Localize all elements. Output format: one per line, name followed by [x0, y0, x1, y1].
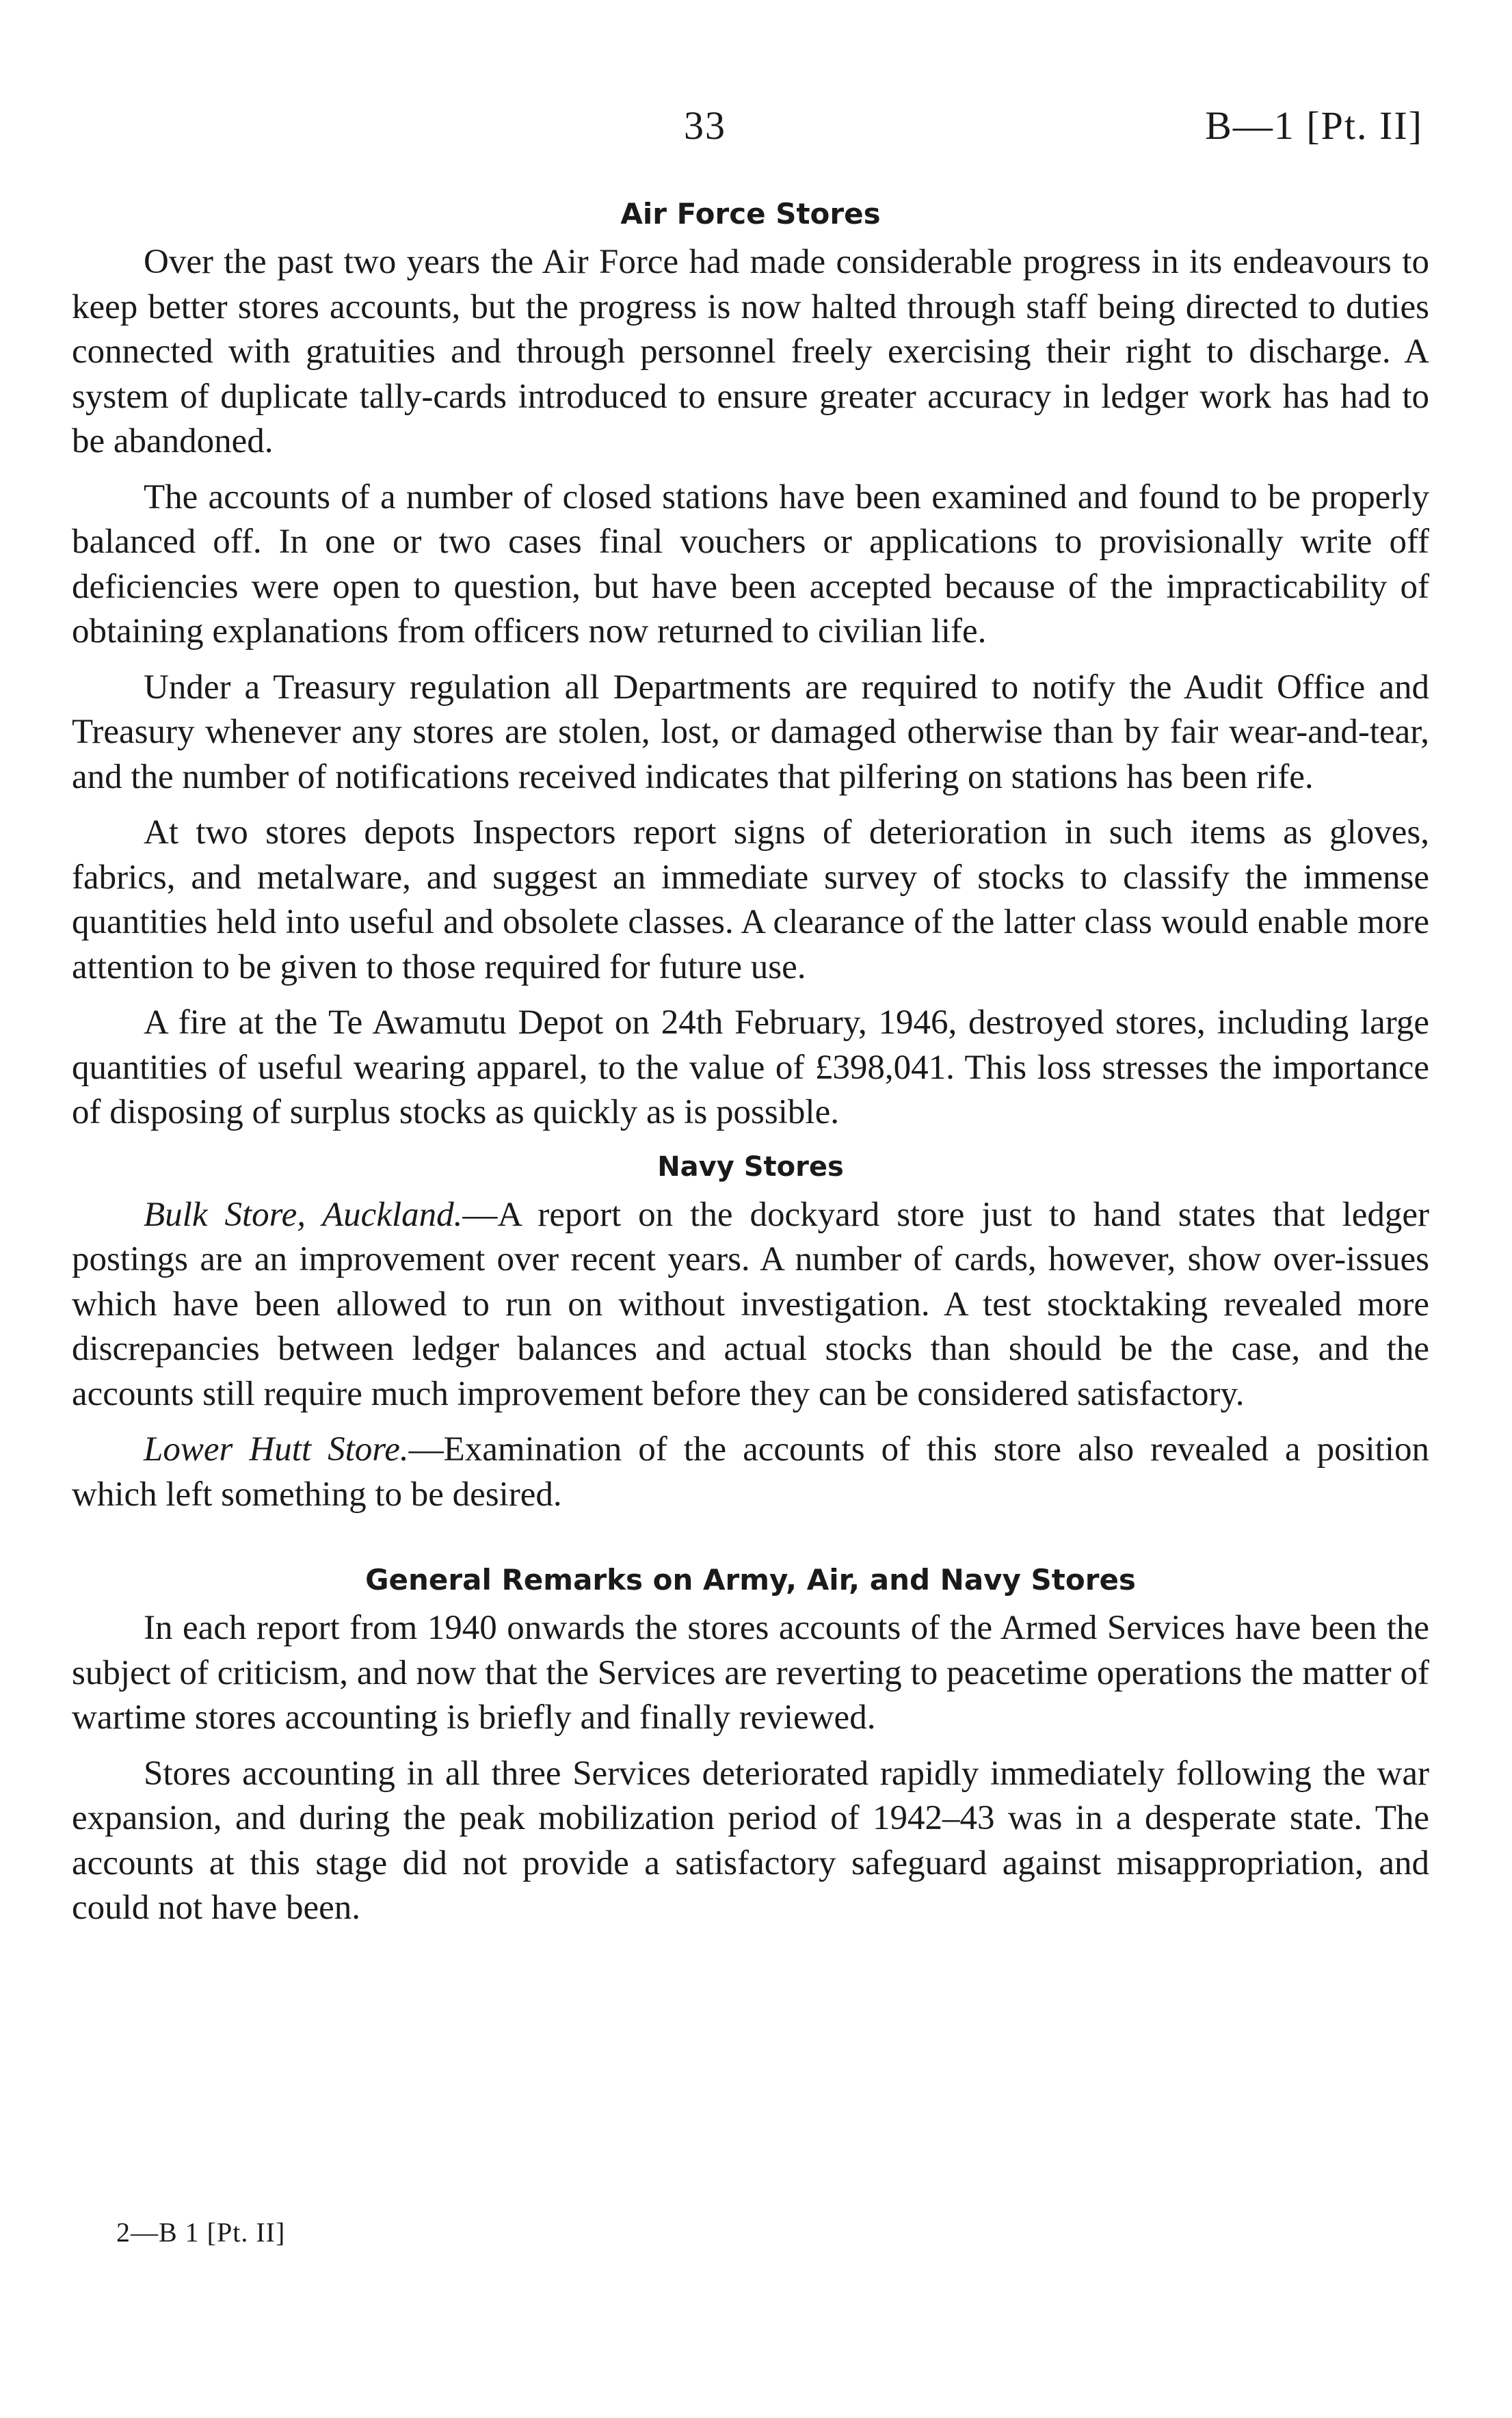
- page-reference: B—1 [Pt. II]: [1205, 103, 1423, 148]
- paragraph-air-force-5: A fire at the Te Awamutu Depot on 24th February, 1946, destroyed stores, including large quantities of useful wearing apparel, to the value of £398,041. This loss stresses the importance of disposing of surplus stocks as quickly as is possible.: [72, 1003, 1429, 1131]
- bulk-store-text: —A report on the dockyard store just to hand states that ledger postings are an improvement over recent years. A number of cards, however, show over-issues which have been allowed to run on without investigation. A test stocktaking revealed more discrepancies between ledger balances and actual stocks than should be the case, and the accounts still require much improvement before they can be considered satisfactory.: [72, 1195, 1429, 1413]
- paragraph-general-1: In each report from 1940 onwards the stores accounts of the Armed Services have been the subject of criticism, and now that the Services are reverting to peacetime operations the matter of wartime stores accounting is briefly and finally reviewed.: [72, 1609, 1429, 1737]
- heading-general-remarks: General Remarks on Army, Air, and Navy Stores: [365, 1563, 1136, 1596]
- paragraph-general-2: Stores accounting in all three Services deteriorated rapidly immediately following the war expansion, and during the peak mobilization period of 1942–43 was in a desperate state. The accounts at this stage did not provide a satisfactory safeguard against misappropriation, and could not have been.: [72, 1754, 1429, 1927]
- paragraph-bulk-store: [72, 1193, 1429, 1417]
- bulk-store-lead: Bulk Store, Auckland.: [144, 1195, 463, 1234]
- lower-hutt-lead: Lower Hutt Store.: [144, 1430, 409, 1469]
- heading-navy-stores: Navy Stores: [657, 1151, 844, 1183]
- page-number: 33: [684, 103, 726, 148]
- paragraph-air-force-3: Under a Treasury regulation all Departments are required to notify the Audit Office and Treasury whenever any stores are stolen, lost, or damaged otherwise than by fair wear-and-tear, and the number of notifications received indicates that pilfering on stations has been rife.: [72, 668, 1429, 796]
- paragraph-air-force-4: At two stores depots Inspectors report signs of deterioration in such items as gloves, fabrics, and metalware, and suggest an immediate survey of stocks to classify the immense quantities held into useful and obsolete classes. A clearance of the latter class would enable more attention to be given to those required for future use.: [72, 813, 1429, 986]
- lower-hutt-text: —Examination of the accounts of this store also revealed a position which left something to be desired.: [72, 1430, 1429, 1514]
- heading-air-force-stores: Air Force Stores: [620, 197, 881, 231]
- paragraph-air-force-1: Over the past two years the Air Force had made considerable progress in its endeavours to keep better stores accounts, but the progress is now halted through staff being directed to duties connected with gratuities and through personnel freely exercising their right to discharge. A system of duplicate tally-cards introduced to ensure greater accuracy in ledger work has had to be abandoned.: [72, 243, 1429, 460]
- paragraph-lower-hutt-store: [72, 1428, 1429, 1517]
- body-text: [72, 195, 1429, 1942]
- footer-signature: 2—B 1 [Pt. II]: [116, 2217, 286, 2248]
- paragraph-air-force-2: The accounts of a number of closed stations have been examined and found to be properly balanced off. In one or two cases final vouchers or applications to provisionally write off deficiencies were open to question, but have been accepted because of the impracticability of obtaining explanations from officers now returned to civilian life.: [72, 477, 1429, 651]
